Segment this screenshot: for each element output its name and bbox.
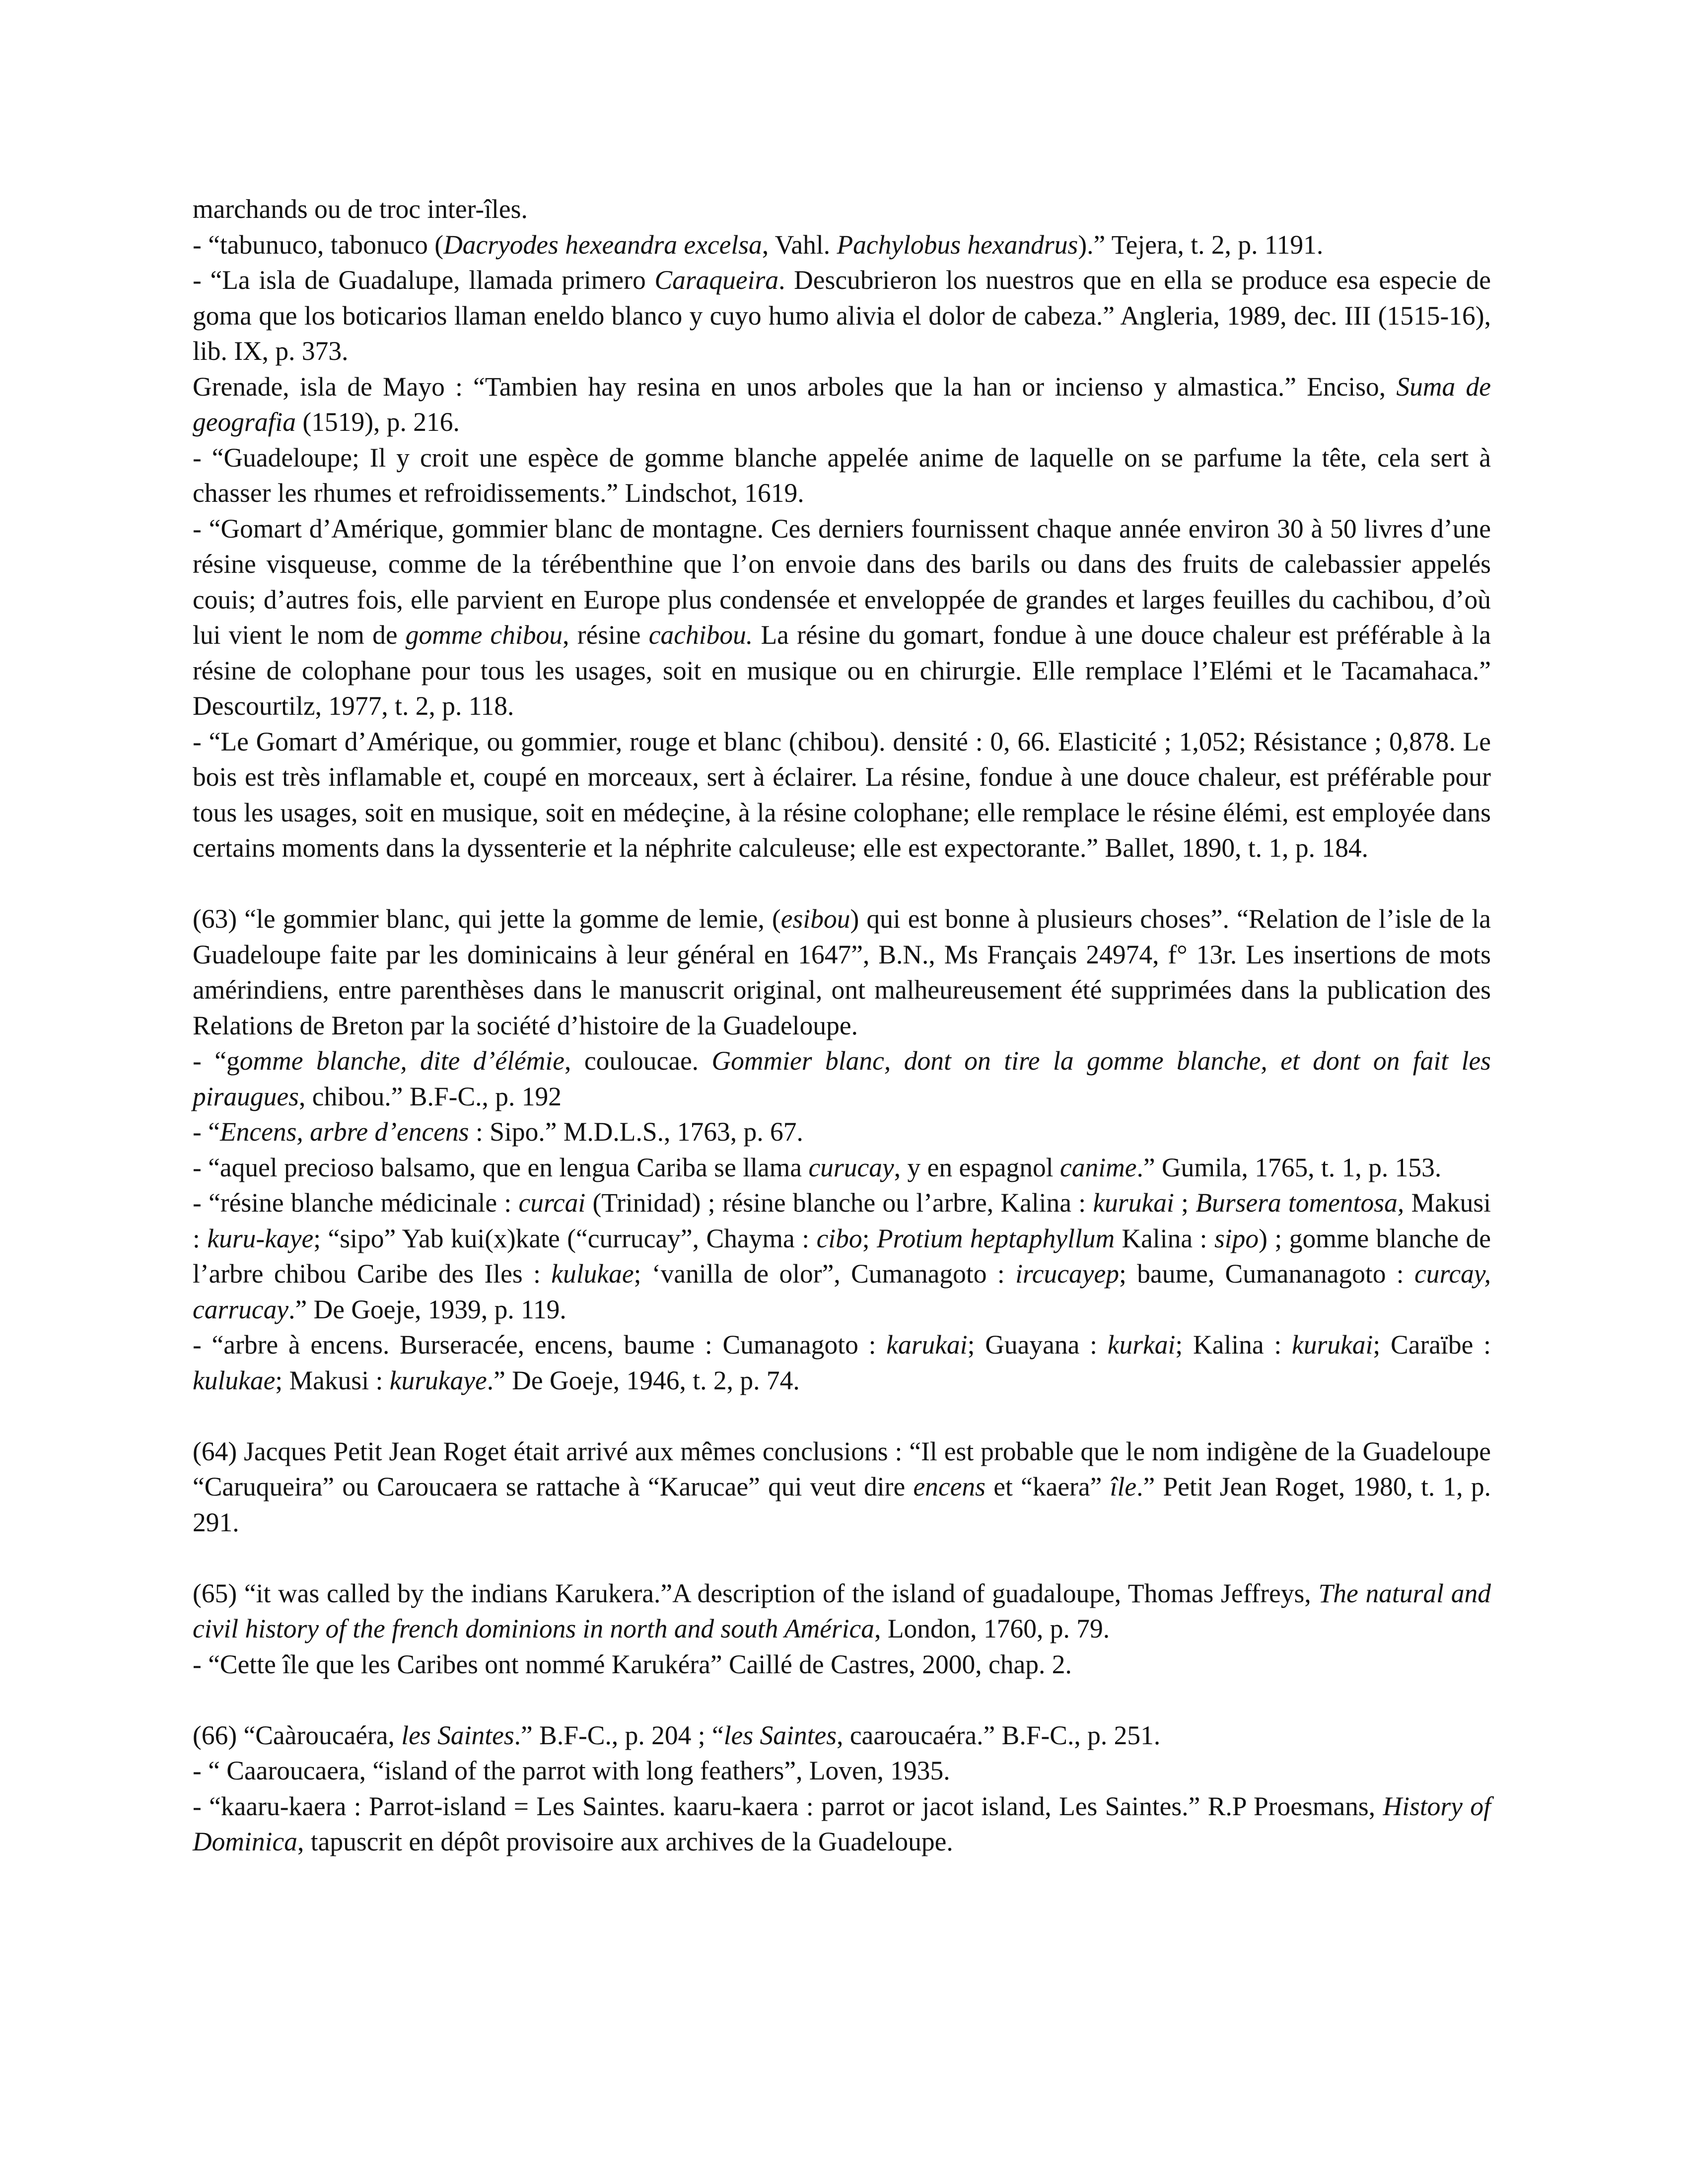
- text-run: Grenade, isla de Mayo : “Tambien hay resina en unos arboles que la han or incienso y almastica.” Enciso,: [193, 371, 1397, 402]
- italic-text: ircucayep: [1015, 1259, 1119, 1289]
- text-run: .” Petit Jean Roget, 1980, t. 1, p. 291.: [193, 1472, 1491, 1537]
- italic-text: kurkai: [1107, 1330, 1176, 1360]
- text-run: ; ‘vanilla de olor”, Cumanagoto :: [633, 1259, 1016, 1289]
- paragraph: [193, 1327, 1491, 1398]
- paragraph: [193, 1434, 1491, 1541]
- text-run: - “aquel precioso balsamo, que en lengua Cariba se llama: [193, 1152, 809, 1182]
- italic-text: curucay: [808, 1152, 894, 1182]
- paragraph: [193, 1185, 1491, 1327]
- text-run: .” De Goeje, 1939, p. 119.: [288, 1294, 566, 1324]
- paragraph: [193, 227, 1491, 263]
- italic-text: Bursera tomentosa,: [1196, 1188, 1405, 1218]
- paragraph: [193, 1114, 1491, 1150]
- italic-text: kurukaye: [389, 1365, 487, 1395]
- italic-text: île: [1110, 1472, 1137, 1502]
- text-run: marchands ou de troc inter-îles.: [193, 194, 528, 224]
- text-run: ; “sipo” Yab kui(x)kate (“currucay”, Chayma :: [313, 1223, 817, 1253]
- text-run: - “: [193, 1117, 220, 1147]
- italic-text: Encens, arbre d’encens: [219, 1117, 469, 1147]
- text-run: , chibou.” B.F-C., p. 192: [299, 1081, 562, 1111]
- italic-text: gomme chibou: [405, 620, 563, 650]
- text-run: , London, 1760, p. 79.: [874, 1614, 1110, 1643]
- italic-text: curcay, carrucay: [193, 1259, 1491, 1324]
- paragraph: [193, 440, 1491, 511]
- text-run: - “Gomart d’Amérique, gommier blanc de montagne. Ces derniers fournissent chaque année environ 30 à 50 livres d’une résine visqueuse, comme de la térébenthine que l’on envoie dans des barils ou dans des fruits de calebassier appelés couis; d’autres fois, elle parvient en Europe plus condensée et enveloppée de grandes et larges feuilles du cachibou, d’où lui vient le nom de: [193, 513, 1491, 650]
- text-run: (Trinidad) ; résine blanche ou l’arbre, Kalina :: [585, 1188, 1093, 1218]
- paragraph: [193, 901, 1491, 1043]
- text-run: - “arbre à encens. Burseracée, encens, baume : Cumanagoto :: [193, 1330, 887, 1360]
- italic-text: Caraqueira: [654, 265, 779, 295]
- text-run: - “Guadeloupe; Il y croit une espèce de gomme blanche appelée anime de laquelle on se parfume la tête, cela sert à chasser les rhumes et refroidissements.” Lindschot, 1619.: [193, 442, 1491, 508]
- italic-text: kulukae: [193, 1365, 276, 1395]
- text-run: ; Kalina :: [1175, 1330, 1292, 1360]
- italic-text: cibo: [816, 1223, 862, 1253]
- text-run: ) qui est bonne à plusieurs choses”. “Relation de l’isle de la Guadeloupe faite par les dominicains à leur général en 1647”, B.N., Ms Français 24974, f° 13r. Les insertions de mots amérindiens, entre parenthèses dans le manuscrit original, ont malheureusement été supprimées dans la publication des Relations de Breton par la société d’histoire de la Guadeloupe.: [193, 904, 1491, 1040]
- text-run: La résine du gomart, fondue à une douce chaleur est préférable à la résine de colophane pour tous les usages, soit en musique ou en chirurgie. Elle remplace l’Elémi et le Tacamahaca.” Descourtilz, 1977, t. 2, p. 118.: [193, 620, 1491, 721]
- text-run: - “kaaru-kaera : Parrot-island = Les Saintes. kaaru-kaera : parrot or jacot island, Les Saintes.” R.P Proesmans,: [193, 1791, 1383, 1821]
- paragraph-gap: [193, 1682, 1491, 1718]
- text-run: , Vahl.: [762, 229, 837, 260]
- text-run: - “Le Gomart d’Amérique, ou gommier, rouge et blanc (chibou). densité : 0, 66. Elasticité ; 1,052; Résistance ; 0,878. Le bois est très inflamable et, coupé en morceaux, sert à éclairer. La résine, fondue à une douce chaleur, est préférable pour tous les usages, soit en musique, soit en médeçine, à la résine colophane; elle remplace le résine élémi, est employée dans certains moments dans la dyssenterie et la néphrite calculeuse; elle est expectorante.” Ballet, 1890, t. 1, p. 184.: [193, 726, 1491, 863]
- document-page: [193, 192, 1491, 1860]
- text-run: ; Makusi :: [275, 1365, 390, 1395]
- italic-text: karukai: [886, 1330, 968, 1360]
- italic-text: Gommier blanc, dont on tire la gomme blanche, et dont on fait les piraugues: [193, 1046, 1491, 1111]
- paragraph: [193, 511, 1491, 724]
- text-run: , tapuscrit en dépôt provisoire aux archives de la Guadeloupe.: [297, 1827, 953, 1856]
- italic-text: kurukai: [1093, 1188, 1174, 1218]
- italic-text: Suma de geografia: [193, 371, 1491, 437]
- italic-text: kulukae: [551, 1259, 634, 1289]
- text-run: et “kaera”: [985, 1472, 1110, 1502]
- italic-text: sipo: [1214, 1223, 1259, 1253]
- italic-text: encens: [913, 1472, 985, 1502]
- italic-text: les Saintes: [401, 1720, 514, 1750]
- text-run: : Sipo.” M.D.L.S., 1763, p. 67.: [469, 1117, 803, 1147]
- text-run: ;: [1174, 1188, 1196, 1218]
- text-run: ; Guayana :: [967, 1330, 1108, 1360]
- paragraph: [193, 263, 1491, 369]
- paragraph: [193, 1150, 1491, 1186]
- italic-text: cachibou.: [648, 620, 753, 650]
- paragraph: [193, 1576, 1491, 1647]
- text-run: - “Cette île que les Caribes ont nommé Karukéra” Caillé de Castres, 2000, chap. 2.: [193, 1649, 1072, 1679]
- italic-text: kurukai: [1291, 1330, 1373, 1360]
- text-run: ).” Tejera, t. 2, p. 1191.: [1078, 229, 1324, 260]
- italic-text: kuru-kaye: [207, 1223, 314, 1253]
- text-run: Kalina :: [1115, 1223, 1214, 1253]
- text-run: ;: [862, 1223, 877, 1253]
- text-run: ; Caraïbe :: [1373, 1330, 1491, 1360]
- text-run: (63) “le gommier blanc, qui jette la gomme de lemie, (: [193, 904, 781, 934]
- text-run: , résine: [563, 620, 649, 650]
- text-run: .” De Goeje, 1946, t. 2, p. 74.: [487, 1365, 800, 1395]
- italic-text: The natural and civil history of the french dominions in north and south América: [193, 1578, 1491, 1643]
- paragraph: [193, 369, 1491, 440]
- text-run: - “résine blanche médicinale :: [193, 1188, 519, 1218]
- text-run: (64) Jacques Petit Jean Roget était arrivé aux mêmes conclusions : “Il est probable que le nom indigène de la Guadeloupe “Caruqueira” ou Caroucaera se rattache à “Karucae” qui veut dire: [193, 1436, 1491, 1502]
- italic-text: curcai: [518, 1188, 586, 1218]
- text-run: ) ; gomme blanche de l’arbre chibou Caribe des Iles :: [193, 1223, 1491, 1289]
- text-run: ; baume, Cumananagoto :: [1119, 1259, 1414, 1289]
- text-run: - “g: [193, 1046, 240, 1076]
- text-run: (1519), p. 216.: [296, 407, 460, 437]
- paragraph: [193, 1718, 1491, 1754]
- text-run: .” B.F-C., p. 204 ; “: [514, 1720, 724, 1750]
- paragraph: [193, 192, 1491, 227]
- text-run: . Descubrieron los nuestros que en ella se produce esa especie de goma que los boticarios llaman eneldo blanco y cuyo humo alivia el dolor de cabeza.” Angleria, 1989, dec. III (1515-16), lib. IX, p. 373.: [193, 265, 1491, 366]
- italic-text: esibou: [780, 904, 850, 934]
- paragraph-gap: [193, 866, 1491, 902]
- text-run: , y en espagnol: [894, 1152, 1060, 1182]
- paragraph: [193, 1789, 1491, 1860]
- text-run: , caaroucaéra.” B.F-C., p. 251.: [837, 1720, 1161, 1750]
- paragraph-gap: [193, 1398, 1491, 1434]
- text-run: - “tabunuco, tabonuco (: [193, 229, 444, 260]
- paragraph: [193, 1647, 1491, 1683]
- italic-text: les Saintes: [723, 1720, 837, 1750]
- text-run: - “ Caaroucaera, “island of the parrot with long feathers”, Loven, 1935.: [193, 1756, 950, 1785]
- text-run: (65) “it was called by the indians Karukera.”A description of the island of guadaloupe, Thomas Jeffreys,: [193, 1578, 1319, 1608]
- paragraph: [193, 1753, 1491, 1789]
- italic-text: History of Dominica: [193, 1791, 1491, 1856]
- italic-text: Pachylobus hexandrus: [837, 229, 1078, 260]
- paragraph: [193, 1043, 1491, 1114]
- italic-text: omme blanche, dite d’élémie: [239, 1046, 565, 1076]
- text-run: , couloucae.: [564, 1046, 712, 1076]
- paragraph: [193, 724, 1491, 866]
- italic-text: canime: [1060, 1152, 1137, 1182]
- text-run: .” Gumila, 1765, t. 1, p. 153.: [1136, 1152, 1442, 1182]
- italic-text: Dacryodes hexeandra excelsa: [443, 229, 762, 260]
- text-run: - “La isla de Guadalupe, llamada primero: [193, 265, 655, 295]
- italic-text: Protium heptaphyllum: [877, 1223, 1115, 1253]
- paragraph-gap: [193, 1540, 1491, 1576]
- text-run: Makusi :: [193, 1188, 1491, 1253]
- text-run: (66) “Caàroucaéra,: [193, 1720, 402, 1750]
